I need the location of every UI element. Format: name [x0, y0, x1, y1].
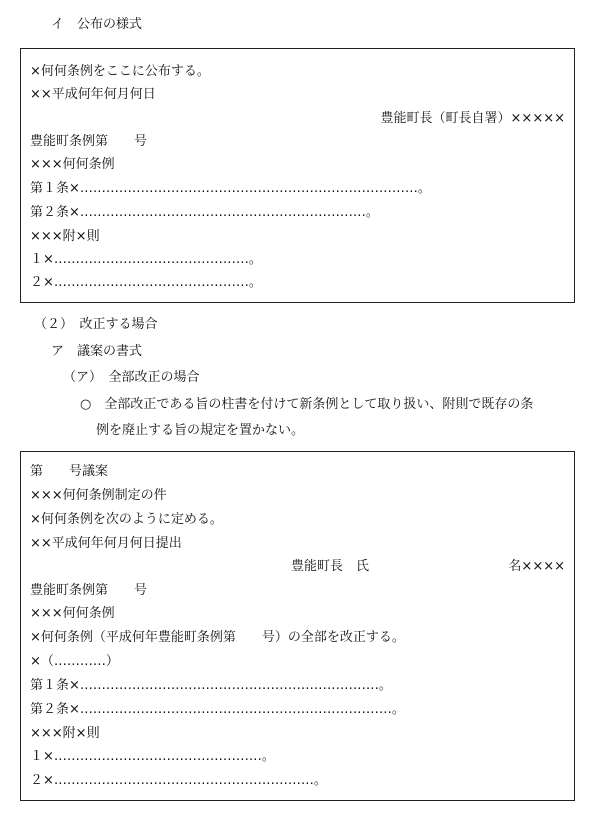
box1-line-9: ２×………………………………………。: [30, 275, 262, 290]
box2-line-8: ×（…………）: [30, 654, 119, 669]
box1-line-5: 第１条×……………………………………………………………………。: [30, 181, 431, 196]
box2-line-1: 第 号議案: [30, 464, 109, 479]
note-paragraph-line-1: ○ 全部改正である旨の柱書を付けて新条例として取り扱い、附則で既存の条: [80, 397, 534, 412]
box1-line-3: 豊能町条例第 号: [30, 134, 148, 149]
heading-full-revision: （ア） 全部改正の場合: [63, 370, 200, 385]
box1-signature: 豊能町長（町長自署）×××××: [380, 111, 565, 126]
heading-publication-format: イ 公布の様式: [51, 17, 143, 32]
note-paragraph-line-2: 例を廃止する旨の規定を置かない。: [96, 423, 305, 438]
box2-line-4: ××平成何年何月何日提出: [30, 536, 182, 551]
box2-line-2: ×××何何条例制定の件: [30, 488, 167, 503]
publication-format-box: [20, 48, 575, 303]
box2-line-3: ×何何条例を次のように定める。: [30, 512, 223, 527]
box1-line-4: ×××何何条例: [30, 157, 115, 172]
box2-line-5: 豊能町条例第 号: [30, 583, 148, 598]
heading-bill-format: ア 議案の書式: [51, 344, 143, 359]
box2-line-7: ×何何条例（平成何年豊能町条例第 号）の全部を改正する。: [30, 630, 405, 645]
box1-line-6: 第２条×…………………………………………………………。: [30, 205, 379, 220]
heading-amendment: （２） 改正する場合: [34, 317, 158, 332]
box1-line-8: １×………………………………………。: [30, 252, 262, 267]
bill-format-box: [20, 451, 575, 801]
box2-mayor-name: 名××××: [508, 559, 565, 574]
box1-line-2: ××平成何年何月何日: [30, 87, 156, 102]
box2-line-12: １×…………………………………………。: [30, 749, 275, 764]
box1-line-7: ×××附×則: [30, 229, 100, 244]
box2-mayor-title: 豊能町長 氏: [291, 559, 370, 574]
box1-line-1: ×何何条例をここに公布する。: [30, 64, 210, 79]
box2-line-6: ×××何何条例: [30, 606, 115, 621]
box2-line-9: 第１条×……………………………………………………………。: [30, 678, 392, 693]
box2-line-11: ×××附×則: [30, 726, 100, 741]
box2-line-13: ２×……………………………………………………。: [30, 773, 327, 788]
box2-line-10: 第２条×………………………………………………………………。: [30, 702, 405, 717]
